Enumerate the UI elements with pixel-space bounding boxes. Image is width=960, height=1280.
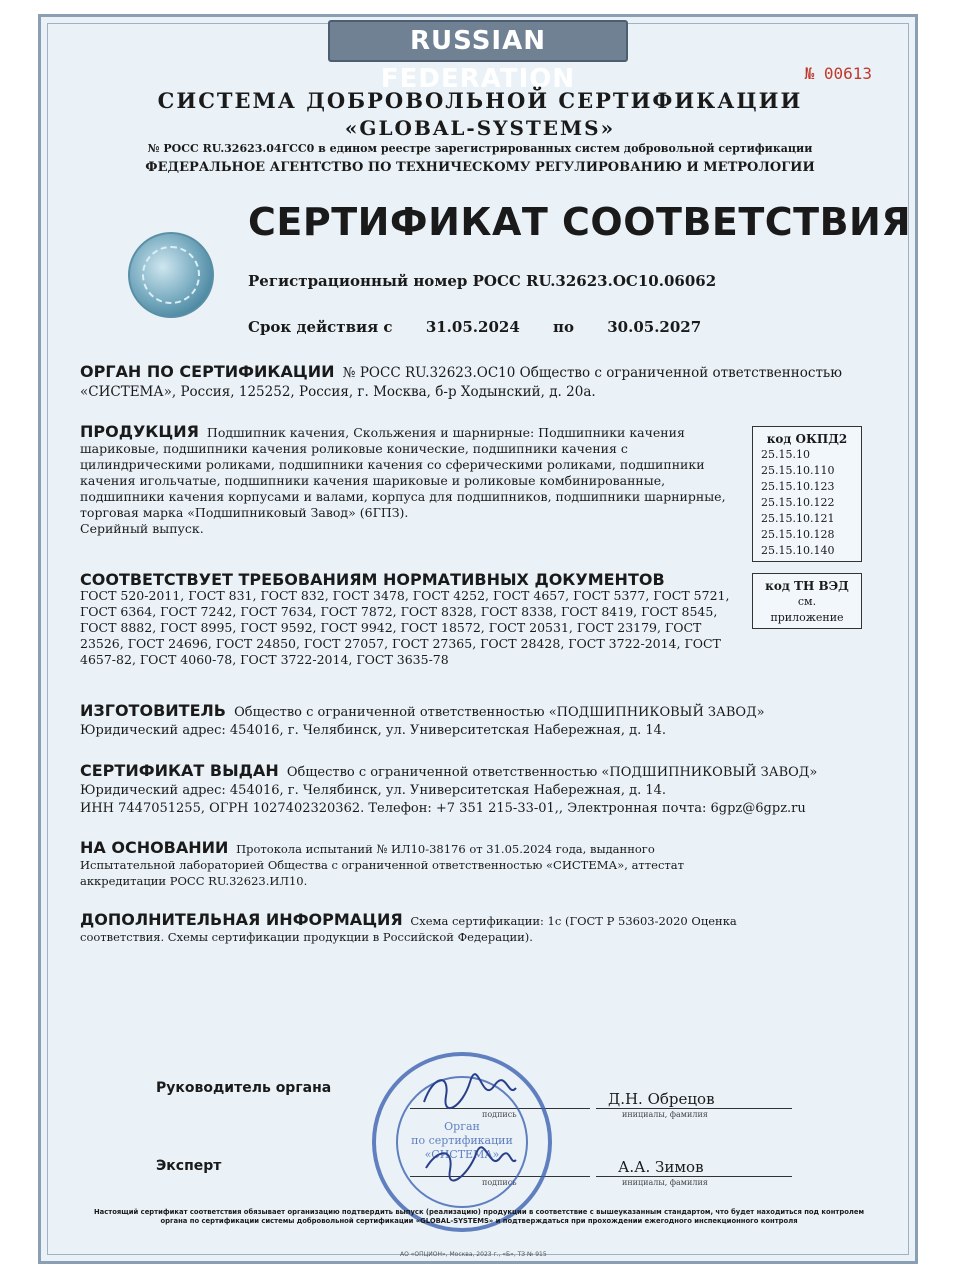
head-name: Д.Н. Обрецов [608, 1090, 715, 1108]
certificate-number: № 00613 [804, 64, 872, 83]
manufacturer-section [80, 702, 880, 740]
basis-heading: НА ОСНОВАНИИ [80, 838, 229, 857]
validity-from: 31.05.2024 [425, 318, 520, 336]
registry-line: № РОСС RU.32623.04ГСС0 в едином реестре зарегистрированных систем добровольной сертификации [147, 142, 813, 155]
expert-label: Эксперт [156, 1158, 222, 1174]
expert-name-line [596, 1176, 792, 1177]
head-sign-caption: подпись [482, 1110, 517, 1119]
issued-text: Общество с ограниченной ответственностью «ПОДШИПНИКОВЫЙ ЗАВОД» [286, 765, 818, 780]
certification-body [80, 362, 880, 402]
hologram-ring [142, 246, 200, 304]
footer-notice: Настоящий сертификат соответствия обязывает организацию подтвердить выпуск (реализацию) продукции в соответствие с вышеуказанным стандартом, что будет находиться под контролем органа по сертификации системы добровольной сертификации «GLOBAL-SYSTEMS» и подтверждаться при прохождении ежегодного инспекционного контроля [93, 1208, 865, 1225]
head-label: Руководитель органа [156, 1080, 332, 1096]
stamp-line: «СИСТЕМА» [424, 1148, 500, 1161]
standards-heading: СООТВЕТСТВУЕТ ТРЕБОВАНИЯМ НОРМАТИВНЫХ ДОКУМЕНТОВ [80, 570, 665, 589]
validity-label: Срок действия с [248, 318, 393, 336]
print-mark: АО «ОПЦИОН», Москва, 2023 г., «Б», ТЗ № 915 [400, 1251, 547, 1258]
validity-to-label: по [553, 318, 574, 336]
okpd-code: 25.15.10.128 [761, 528, 835, 541]
manufacturer-heading: ИЗГОТОВИТЕЛЬ [80, 701, 226, 720]
manufacturer-address: Юридический адрес: 454016, г. Челябинск, ул. Университетская Набережная, д. 14. [80, 723, 667, 738]
head-signature [420, 1068, 520, 1116]
tnved-line: приложение [770, 611, 844, 624]
okpd-code: 25.15.10.122 [761, 496, 835, 509]
expert-sign-caption: подпись [482, 1178, 517, 1187]
registration-number: Регистрационный номер РОСС RU.32623.ОС10.06062 [248, 272, 717, 290]
issued-section [80, 762, 880, 818]
additional-text: Схема сертификации: 1с (ГОСТ Р 53603-2020 Оценка соответствия. Схемы сертификации продукции в Российской Федерации). [80, 914, 737, 944]
head-name-line [596, 1108, 792, 1109]
okpd-code: 25.15.10 [761, 448, 810, 461]
validity-to: 30.05.2027 [607, 318, 702, 336]
certificate-title: СЕРТИФИКАТ СООТВЕТСТВИЯ [248, 200, 912, 244]
tnved-line: см. [797, 595, 817, 608]
okpd-code-box [752, 426, 862, 562]
basis-section [80, 840, 700, 889]
expert-name: А.А. Зимов [618, 1158, 704, 1176]
system-title: СИСТЕМА ДОБРОВОЛЬНОЙ СЕРТИФИКАЦИИ [157, 88, 803, 113]
hologram-seal-icon [128, 232, 214, 318]
validity-period [248, 318, 729, 336]
issued-address: Юридический адрес: 454016, г. Челябинск, ул. Университетская Набережная, д. 14. [80, 783, 667, 798]
organ-heading: ОРГАН ПО СЕРТИФИКАЦИИ [80, 362, 335, 381]
okpd-code: 25.15.10.123 [761, 480, 835, 493]
country-banner: RUSSIAN FEDERATION [328, 20, 628, 62]
stamp-line: по сертификации [411, 1134, 513, 1147]
organ-text: № РОСС RU.32623.ОС10 Общество с ограниченной ответственностью «СИСТЕМА», Россия, 125252, Россия, г. Москва, б-р Ходынский, д. 20а. [80, 365, 843, 400]
additional-section [80, 912, 740, 945]
basis-text: Протокола испытаний № ИЛ10-38176 от 31.05.2024 года, выданного Испытательной лабораторией Общества с ограниченной ответственностью «СИСТЕМА», аттестат аккредитации РОСС RU.32623.ИЛ10. [80, 842, 684, 888]
expert-name-caption: инициалы, фамилия [622, 1178, 708, 1187]
tnved-code-box [752, 573, 862, 629]
system-name: «GLOBAL-SYSTEMS» [344, 116, 616, 140]
product-heading: ПРОДУКЦИЯ [80, 422, 199, 441]
issued-contacts: ИНН 7447051255, ОГРН 1027402320362. Телефон: +7 351 215-33-01,, Электронная почта: 6gpz@6gpz.ru [80, 801, 806, 816]
issued-heading: СЕРТИФИКАТ ВЫДАН [80, 761, 279, 780]
agency-line: ФЕДЕРАЛЬНОЕ АГЕНТСТВО ПО ТЕХНИЧЕСКОМУ РЕГУЛИРОВАНИЮ И МЕТРОЛОГИИ [145, 160, 815, 175]
okpd-code: 25.15.10.140 [761, 544, 835, 557]
product-serial: Серийный выпуск. [80, 521, 204, 536]
tnved-heading: код ТН ВЭД [765, 579, 849, 593]
okpd-code: 25.15.10.121 [761, 512, 835, 525]
okpd-heading: код ОКПД2 [766, 432, 848, 446]
head-name-caption: инициалы, фамилия [622, 1110, 708, 1119]
additional-heading: ДОПОЛНИТЕЛЬНАЯ ИНФОРМАЦИЯ [80, 910, 403, 929]
okpd-code: 25.15.10.110 [761, 464, 835, 477]
product-section [80, 424, 744, 537]
stamp-line: Орган [444, 1120, 480, 1133]
expert-signature [420, 1138, 520, 1186]
product-text: Подшипник качения, Скольжения и шарнирные: Подшипники качения шариковые, подшипники качения роликовые конические, подшипники качения с цилиндрическими роликами, подшипники качения со сферическими роликами, подшипники качения игольчатые, подшипники качения шариковые и роликовые комбинированные, подшипники качения корпусами и валами, корпуса для подшипников, подшипники шарнирные, торговая марка «Подшипниковый Завод» (6ГПЗ). [80, 425, 726, 520]
standards-text: ГОСТ 520-2011, ГОСТ 831, ГОСТ 832, ГОСТ 3478, ГОСТ 4252, ГОСТ 4657, ГОСТ 5377, ГОСТ 5721, ГОСТ 6364, ГОСТ 7242, ГОСТ 7634, ГОСТ 7872, ГОСТ 8328, ГОСТ 8338, ГОСТ 8419, ГОСТ 8545, ГОСТ 8882, ГОСТ 8995, ГОСТ 9592, ГОСТ 9942, ГОСТ 18572, ГОСТ 20531, ГОСТ 23179, ГОСТ 23526, ГОСТ 24696, ГОСТ 24850, ГОСТ 27057, ГОСТ 27365, ГОСТ 28428, ГОСТ 3722-2014, ГОСТ 4657-82, ГОСТ 4060-78, ГОСТ 3722-2014, ГОСТ 3635-78 [80, 588, 730, 667]
standards-section [80, 572, 744, 668]
manufacturer-text: Общество с ограниченной ответственностью «ПОДШИПНИКОВЫЙ ЗАВОД» [234, 705, 765, 720]
